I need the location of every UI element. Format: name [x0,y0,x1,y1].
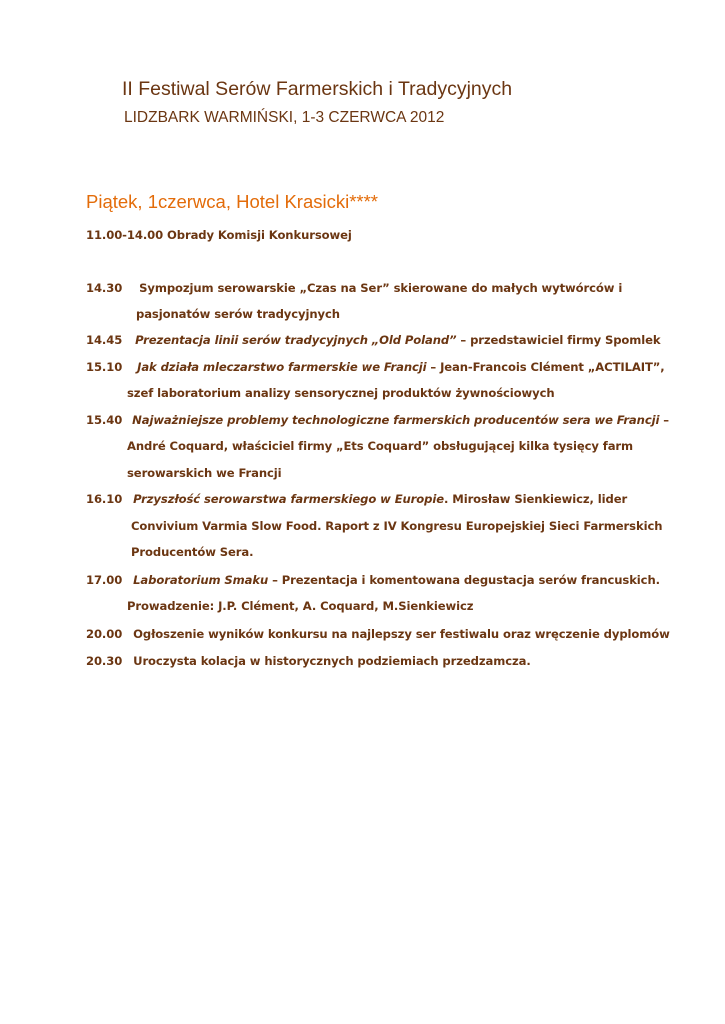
schedule-item-title: Laboratorium Smaku [133,573,269,587]
schedule-item-title: Najważniejsze problemy technologiczne farmerskich producentów sera we Francji [132,413,660,427]
schedule-time: 17.00 [86,573,123,587]
schedule-item-1540-cont [127,439,633,453]
schedule-item-1540 [86,413,669,427]
schedule-item-1430-cont [136,307,340,321]
schedule-item-text: Convivium Varmia Slow Food. Raport z IV Kongresu Europejskiej Sieci Farmerskich [131,519,663,533]
schedule-item-text: pasjonatów serów tradycyjnych [136,307,340,321]
schedule-time: 20.00 [86,627,123,641]
schedule-item-title: Prezentacja linii serów tradycyjnych „Old Poland” [135,333,457,347]
schedule-item-text: szef laboratorium analizy sensorycznej produktów żywnościowych [127,386,555,400]
schedule-item-1430 [86,281,622,295]
schedule-item-1610-cont2 [131,545,253,559]
schedule-item-title: Jak działa mleczarstwo farmerskie we Francji [137,360,427,374]
schedule-time: 14.30 [86,281,123,295]
schedule-item-1540-cont2 [127,466,282,480]
schedule-time: 15.10 [86,360,123,374]
schedule-item-text: Prowadzenie: J.P. Clément, A. Coquard, M.Sienkiewicz [127,599,474,613]
schedule-item-speaker: – Prezentacja i komentowana degustacja serów francuskich. [268,573,660,587]
schedule-item-text: André Coquard, właściciel firmy „Ets Coquard” obsługującej kilka tysięcy farm [127,439,634,453]
schedule-item-1510-cont [127,386,555,400]
schedule-item-text: Ogłoszenie wyników konkursu na najlepszy ser festiwalu oraz wręczenie dyplomów [133,627,670,641]
schedule-item-1610 [86,492,627,506]
schedule-item-text: Sympozjum serowarskie „Czas na Ser” skierowane do małych wytwórców i [139,281,623,295]
schedule-item-text: Producentów Sera. [131,545,254,559]
festival-title: II Festiwal Serów Farmerskich i Tradycyjnych [122,78,513,100]
schedule-item-jury [86,228,352,242]
schedule-item-2030 [86,654,531,668]
schedule-item-punct: – [659,413,669,427]
schedule-item-1700 [86,573,660,587]
schedule-item-2000 [86,627,670,641]
schedule-item-speaker: – Jean-Francois Clément „ACTILAIT”, [426,360,665,374]
schedule-item-text: 11.00-14.00 Obrady Komisji Konkursowej [86,228,352,242]
schedule-item-1610-cont [131,519,662,533]
day-heading: Piątek, 1czerwca, Hotel Krasicki**** [86,191,378,212]
schedule-item-1700-cont [127,599,473,613]
festival-location-date: LIDZBARK WARMIŃSKI, 1-3 CZERWCA 2012 [124,109,445,126]
schedule-item-text: Uroczysta kolacja w historycznych podziemiach przedzamcza. [133,654,531,668]
schedule-time: 15.40 [86,413,123,427]
schedule-time: 14.45 [86,333,123,347]
schedule-item-speaker: – przedstawiciel firmy Spomlek [456,333,661,347]
schedule-time: 20.30 [86,654,123,668]
schedule-time: 16.10 [86,492,123,506]
schedule-item-text: serowarskich we Francji [127,466,282,480]
schedule-item-speaker: . Mirosław Sienkiewicz, lider [444,492,628,506]
schedule-item-title: Przyszłość serowarstwa farmerskiego w Europie [133,492,445,506]
schedule-item-1445 [86,333,661,347]
schedule-item-1510 [86,360,665,374]
